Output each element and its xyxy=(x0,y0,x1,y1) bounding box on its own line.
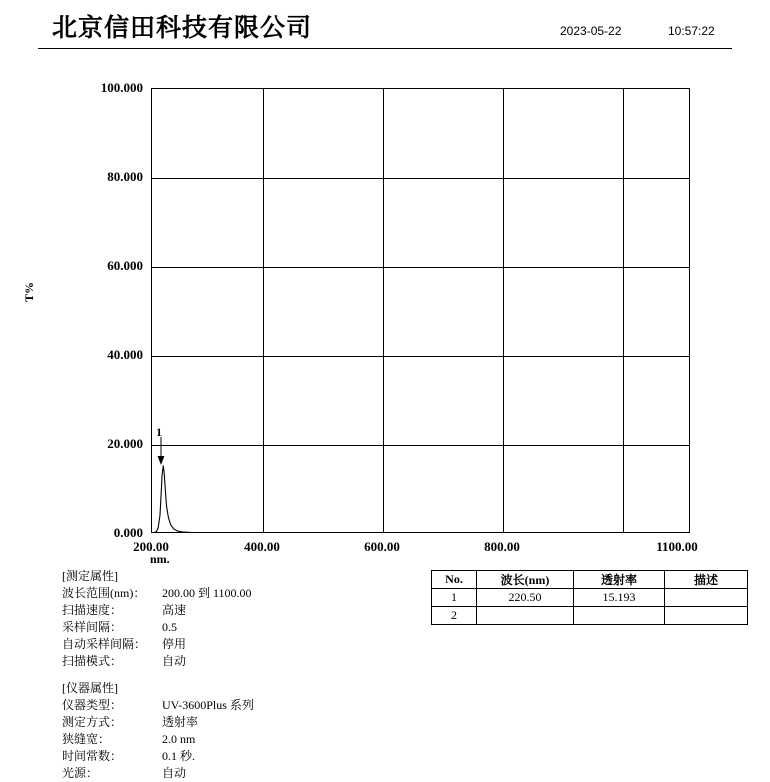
measure-value-sampling-interval: 0.5 xyxy=(162,620,177,634)
measure-value-wavelength-range: 200.00 到 1100.00 xyxy=(162,586,252,600)
instrument-row-time-constant xyxy=(62,748,392,765)
instrument-row-type xyxy=(62,697,392,714)
measure-value-scan-mode: 自动 xyxy=(162,654,187,668)
x-tick-label-1100: 1100.00 xyxy=(656,539,698,554)
properties-panel xyxy=(62,568,392,782)
instrument-row-slit-width xyxy=(62,731,392,748)
instrument-key-light-source: 光源： xyxy=(62,766,99,780)
company-title: 北京信田科技有限公司 xyxy=(52,15,313,42)
y-tick-label-0: 0.000 xyxy=(113,525,143,540)
instrument-value-time-constant: 0.1 秒. xyxy=(162,749,196,763)
cell-description xyxy=(665,607,748,625)
cell-transmittance xyxy=(574,607,665,625)
measure-properties-title: [测定属性] xyxy=(62,569,118,583)
cell-wavelength xyxy=(477,607,574,625)
instrument-properties-title: [仪器属性] xyxy=(62,681,118,695)
measure-value-auto-sampling-interval: 停用 xyxy=(162,637,187,651)
measure-row-scan-speed xyxy=(62,602,392,619)
measure-row-sampling-interval xyxy=(62,619,392,636)
measure-row-scan-mode xyxy=(62,653,392,670)
instrument-key-type: 仪器类型： xyxy=(62,698,123,712)
table-header-transmittance: 透射率 xyxy=(574,571,665,589)
x-tick-label-600: 600.00 xyxy=(364,539,400,554)
y-tick-label-100: 100.000 xyxy=(100,80,143,95)
measure-value-scan-speed: 高速 xyxy=(162,603,187,617)
x-axis-unit-label: nm. xyxy=(150,552,170,566)
instrument-key-time-constant: 时间常数： xyxy=(62,749,123,763)
measure-row-auto-sampling-interval xyxy=(62,636,392,653)
peak-arrow-icon xyxy=(155,437,167,465)
x-tick-label-400: 400.00 xyxy=(244,539,280,554)
instrument-value-type: UV-3600Plus 系列 xyxy=(162,698,254,712)
section-spacer xyxy=(62,670,392,680)
report-date: 2023-05-22 xyxy=(560,24,622,38)
instrument-key-measure-mode: 测定方式： xyxy=(62,715,123,729)
peak-results-table xyxy=(431,570,748,625)
instrument-value-light-source: 自动 xyxy=(162,766,187,780)
report-time: 10:57:22 xyxy=(668,24,715,38)
x-tick-label-800: 800.00 xyxy=(484,539,520,554)
y-tick-label-40: 40.000 xyxy=(107,347,143,362)
table-row[interactable] xyxy=(432,589,748,607)
y-tick-label-20: 20.000 xyxy=(107,436,143,451)
instrument-row-measure-mode xyxy=(62,714,392,731)
table-header-description: 描述 xyxy=(665,571,748,589)
spectrum-chart xyxy=(0,52,770,566)
cell-no: 1 xyxy=(432,589,477,607)
table-header-row xyxy=(432,571,748,589)
measure-row-wavelength-range xyxy=(62,585,392,602)
y-axis-title: T% xyxy=(22,281,36,302)
page-header xyxy=(0,0,770,52)
spectrum-curve xyxy=(151,88,690,533)
instrument-key-slit-width: 狭缝宽： xyxy=(62,732,111,746)
cell-no: 2 xyxy=(432,607,477,625)
measure-key-wavelength-range: 波长范围(nm)： xyxy=(62,586,146,600)
cell-transmittance: 15.193 xyxy=(574,589,665,607)
cell-description xyxy=(665,589,748,607)
table-header-no: No. xyxy=(432,571,477,589)
measure-key-scan-mode: 扫描模式： xyxy=(62,654,123,668)
y-tick-label-60: 60.000 xyxy=(107,258,143,273)
cell-wavelength: 220.50 xyxy=(477,589,574,607)
x-tick-label-200: 200.00 xyxy=(133,539,169,554)
peak-annotation-label: 1 xyxy=(156,425,162,439)
table-row[interactable] xyxy=(432,607,748,625)
instrument-row-light-source xyxy=(62,765,392,782)
table-header-wavelength: 波长(nm) xyxy=(477,571,574,589)
measure-key-scan-speed: 扫描速度： xyxy=(62,603,123,617)
header-divider xyxy=(38,48,732,49)
measure-key-auto-sampling-interval: 自动采样间隔： xyxy=(62,637,147,651)
instrument-value-slit-width: 2.0 nm xyxy=(162,732,196,746)
measure-key-sampling-interval: 采样间隔： xyxy=(62,620,123,634)
instrument-value-measure-mode: 透射率 xyxy=(162,715,199,729)
y-tick-label-80: 80.000 xyxy=(107,169,143,184)
